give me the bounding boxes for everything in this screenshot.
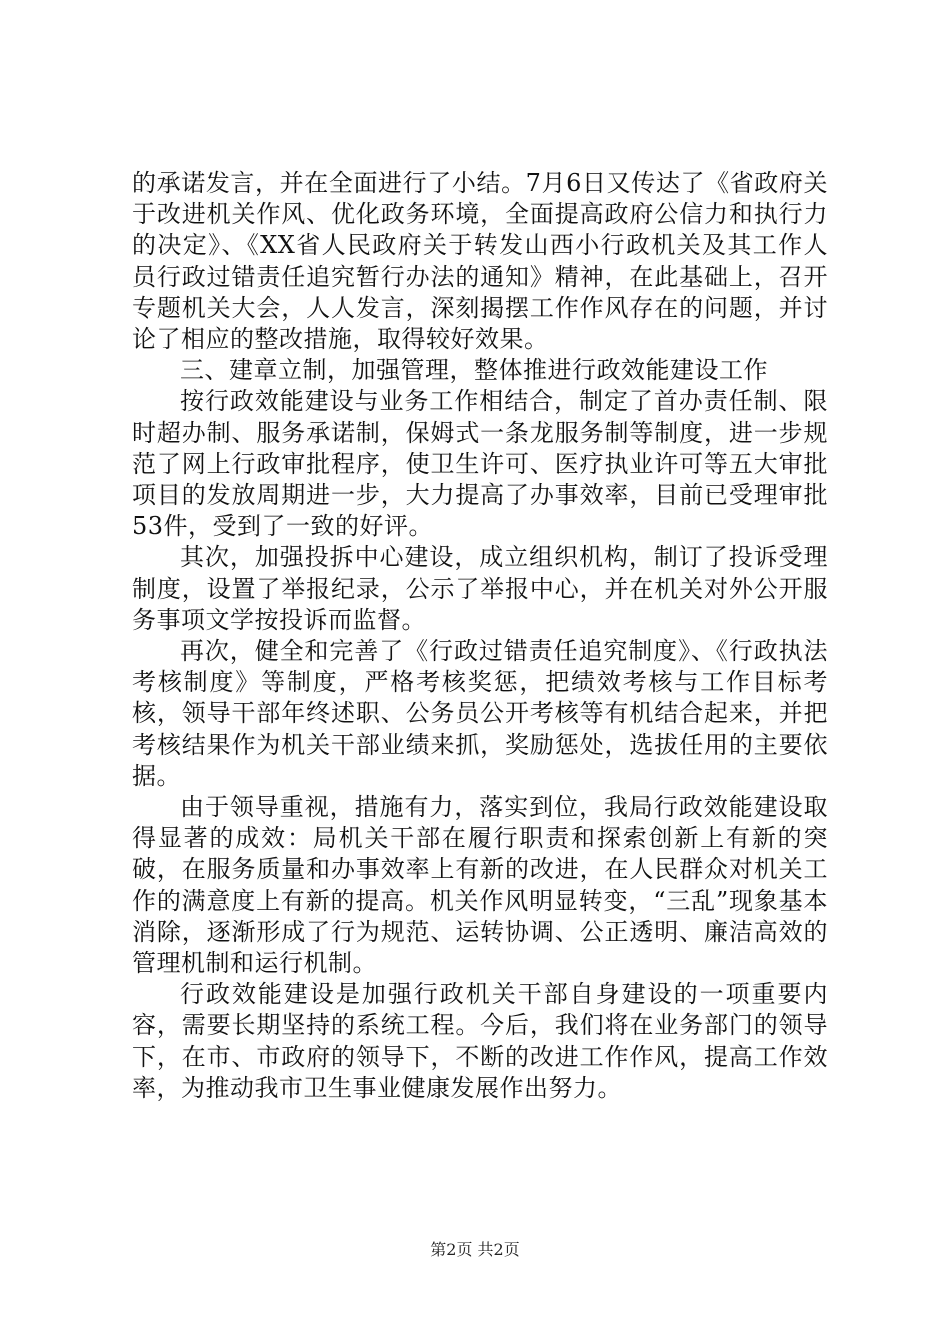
paragraph: 由于领导重视，措施有力，落实到位，我局行政效能建设取得显著的成效：局机关干部在履行职责和探索创新上有新的突破，在服务质量和办事效率上有新的改进，在人民群众对机关工作的满意度上有新的提高。机关作风明显转变，“三乱”现象基本消除，逐渐形成了行为规范、运转协调、公正透明、廉洁高效的管理机制和运行机制。 [132,793,828,978]
paragraph-continuation: 的承诺发言，并在全面进行了小结。7月6日又传达了《省政府关于改进机关作风、优化政务环境，全面提高政府公信力和执行力的决定》、《XX省人民政府关于转发山西小行政机关及其工作人员行政过错责任追究暂行办法的通知》精神，在此基础上，召开专题机关大会，人人发言，深刻揭摆工作作风存在的问题，并讨论了相应的整改措施，取得较好效果。 [132,169,828,354]
paragraph: 其次，加强投拆中心建设，成立组织机构，制订了投诉受理制度，设置了举报纪录，公示了举报中心，并在机关对外公开服务事项文学按投诉而监督。 [132,543,828,634]
paragraph: 行政效能建设是加强行政机关干部自身建设的一项重要内容，需要长期坚持的系统工程。今后，我们将在业务部门的领导下，在市、市政府的领导下，不断的改进工作作风，提高工作效率，为推动我市卫生事业健康发展作出努力。 [132,980,828,1102]
paragraph: 按行政效能建设与业务工作相结合，制定了首办责任制、限时超办制、服务承诺制，保姆式一条龙服务制等制度，进一步规范了网上行政审批程序，使卫生许可、医疗执业许可等五大审批项目的发放周期进一步，大力提高了办事效率，目前已受理审批53件，受到了一致的好评。 [132,387,828,541]
page-number-footer: 第2页 共2页 [430,1240,520,1259]
paragraph: 再次，健全和完善了《行政过错责任追究制度》、《行政执法考核制度》等制度，严格考核奖惩，把绩效考核与工作目标考核，领导干部年终述职、公务员公开考核等有机结合起来，并把考核结果作为机关干部业绩来抓，奖励惩处，选拔任用的主要依据。 [132,637,828,790]
document-body [132,168,828,1104]
section-heading: 三、建章立制，加强管理，整体推进行政效能建设工作 [180,356,768,385]
